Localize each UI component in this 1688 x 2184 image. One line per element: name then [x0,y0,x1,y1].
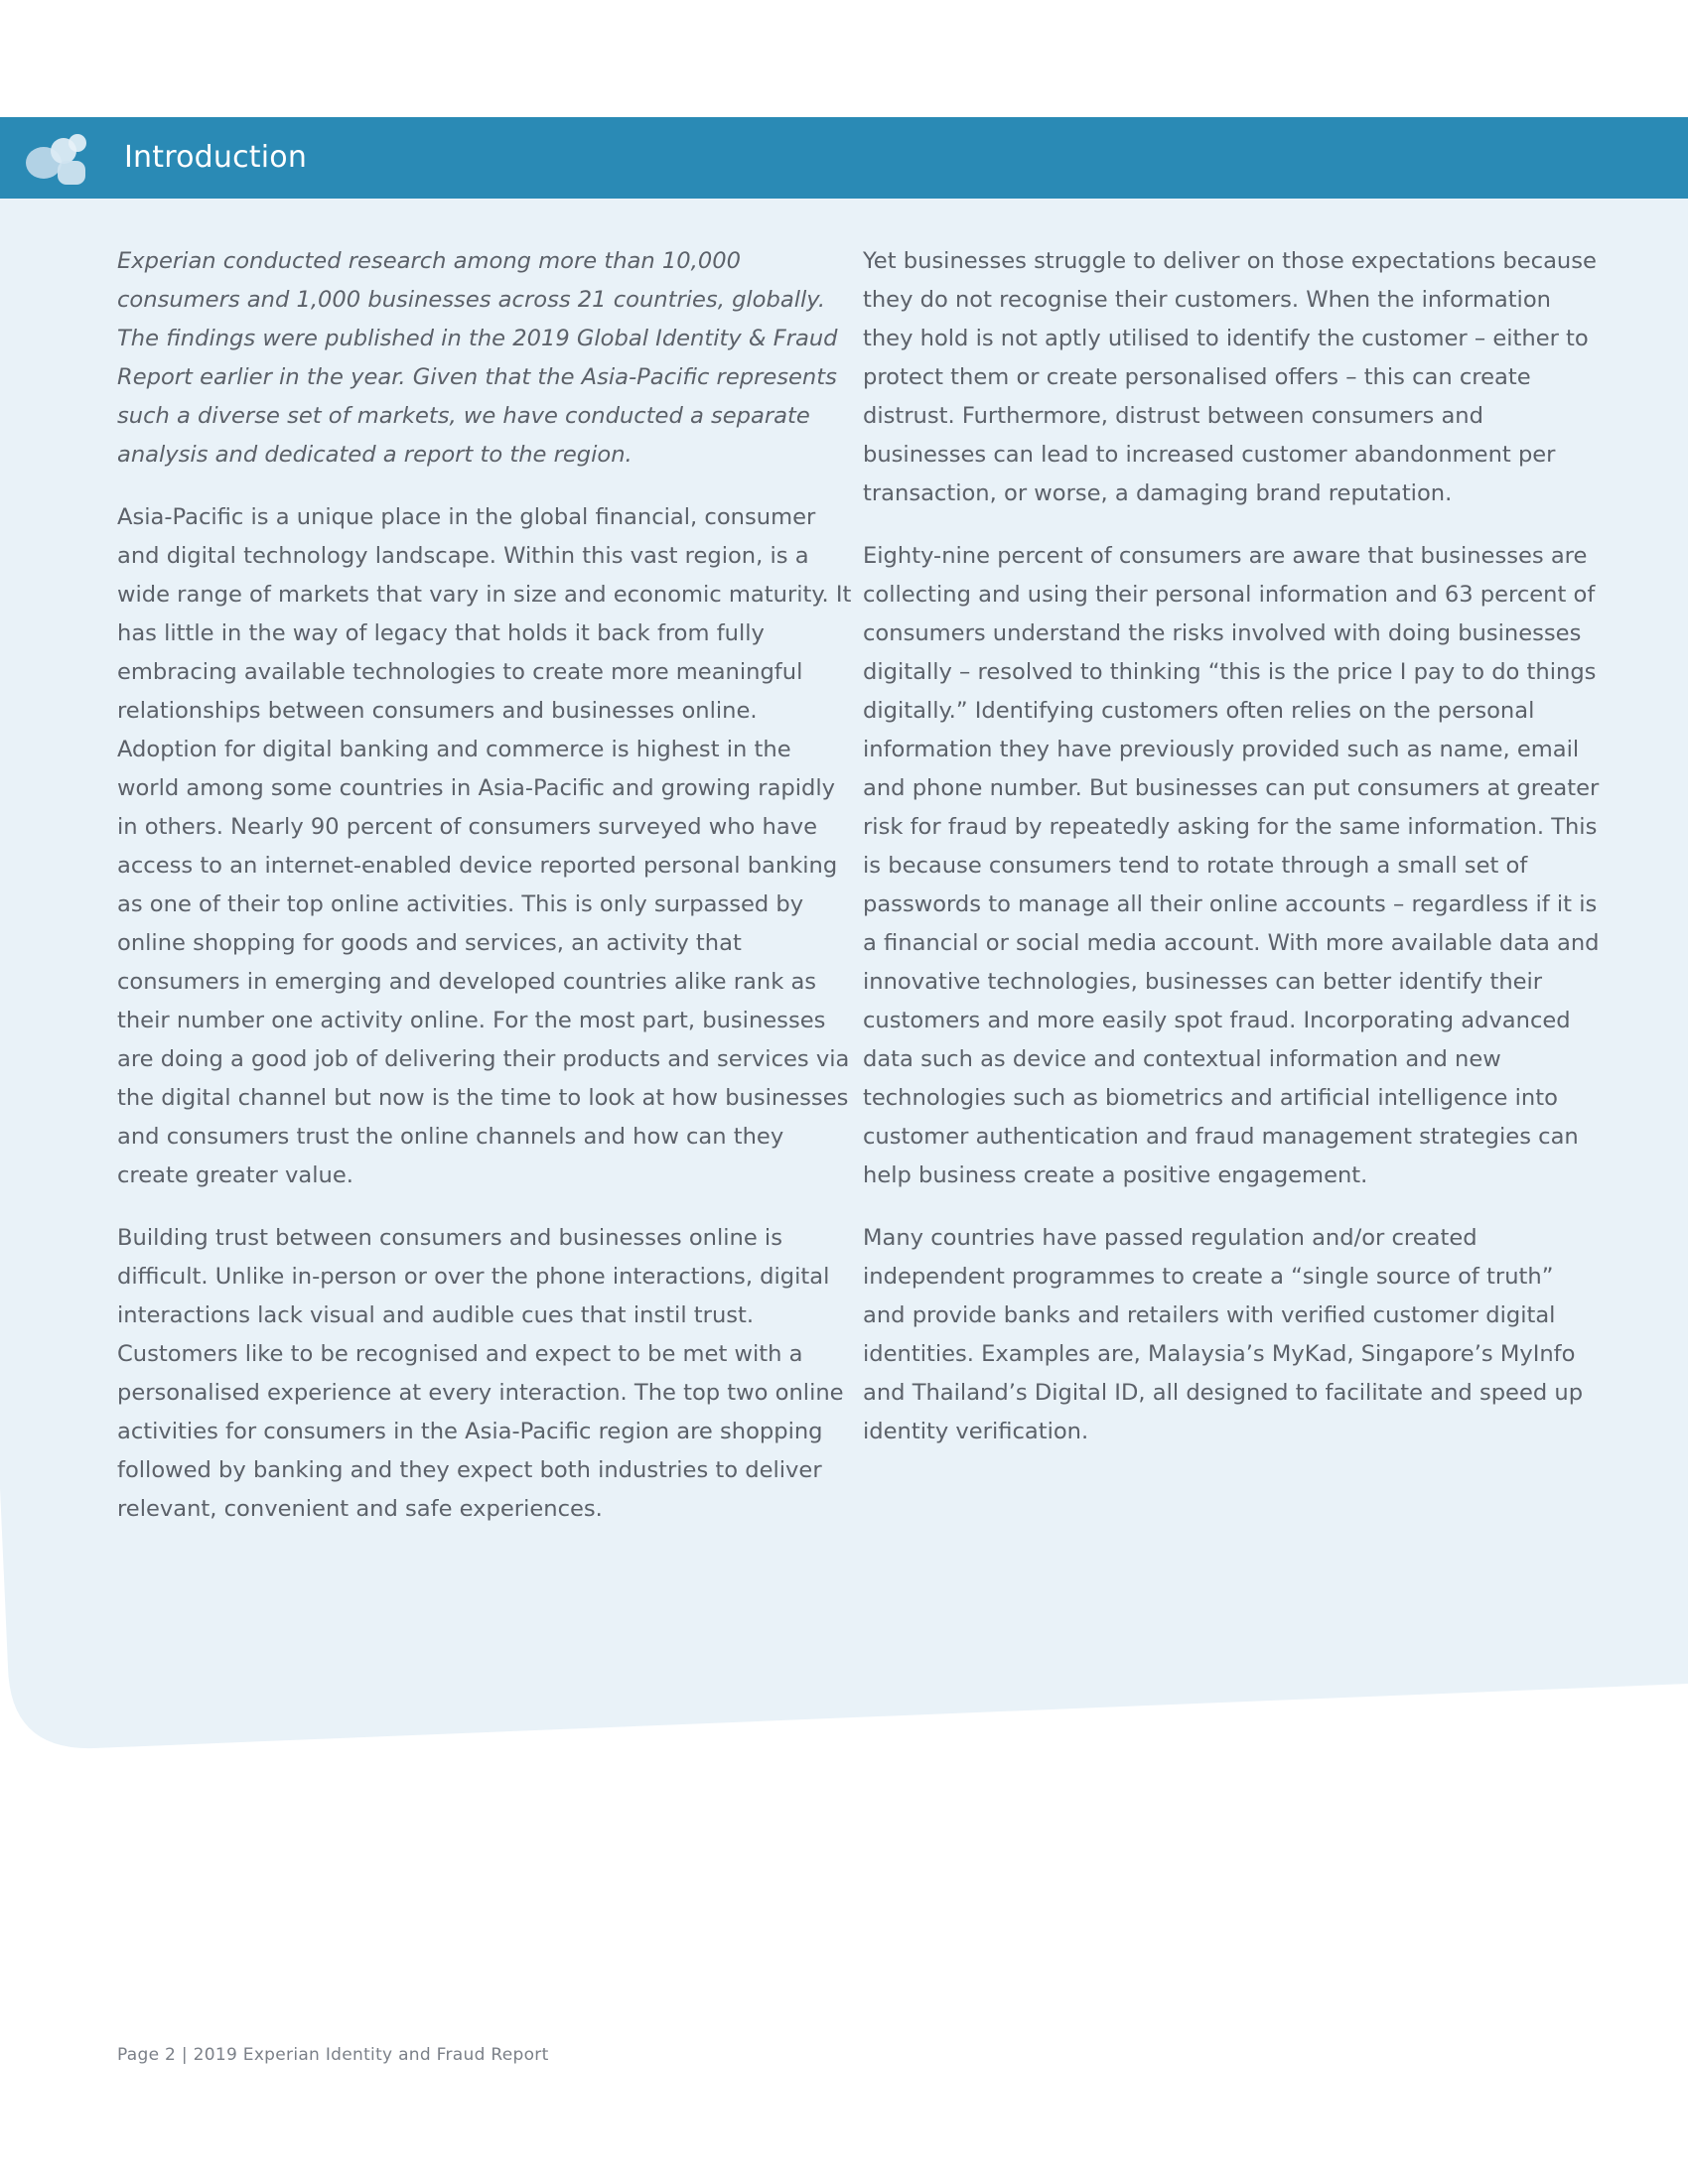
body-paragraph: Asia-Pacific is a unique place in the global financial, consumer and digital technology landscape. Within this vast region, is a wide range of markets that vary in size and economic maturity. It has little in the way of legacy that holds it back from fully embracing available technologies to create more meaningful relationships between consumers and businesses online. Adoption for digital banking and commerce is highest in the world among some countries in Asia-Pacific and growing rapidly in others. Nearly 90 percent of consumers surveyed who have access to an internet-enabled device reported personal banking as one of their top online activities. This is only surpassed by online shopping for goods and services, an activity that consumers in emerging and developed countries alike rank as their number one activity online. For the most part, businesses are doing a good job of delivering their products and services via the digital channel but now is the time to look at how businesses and consumers trust the online channels and how can they create greater value. [117,504,852,1188]
body-paragraph: Eighty-nine percent of consumers are aware that businesses are collecting and using their personal information and 63 percent of consumers understand the risks involved with doing businesses digitally – resolved to thinking “this is the price I pay to do things digitally.” Identifying customers often relies on the personal information they have previously provided such as name, email and phone number. But businesses can put consumers at greater risk for fraud by repeatedly asking for the same information. This is because consumers tend to rotate through a small set of passwords to manage all their online accounts – regardless if it is a financial or social media account. With more available data and innovative technologies, businesses can better identify their customers and more easily spot fraud. Incorporating advanced data such as device and contextual information and new technologies such as biometrics and artificial intelligence into customer authentication and fraud management strategies can help business create a positive engagement. [863,543,1600,1188]
intro-lead-paragraph: Experian conducted research among more than 10,000 consumers and 1,000 businesses across 21 countries, globally. The findings were published in the 2019 Global Identity & Fraud Report earlier in the year. Given that the Asia-Pacific represents such a diverse set of markets, we have conducted a separate analysis and dedicated a report to the region. [117,248,838,468]
page-footer: Page 2 | 2019 Experian Identity and Fraud Report [117,2045,549,2065]
right-column [863,242,1603,1475]
body-paragraph: Many countries have passed regulation and/or created independent programmes to create a “single source of truth” and provide banks and retailers with verified customer digital identities. Examples are, Malaysia’s MyKad, Singapore’s MyInfo and Thailand’s Digital ID, all designed to facilitate and speed up identity verification. [863,1225,1584,1444]
section-header-bar [0,117,1688,199]
body-paragraph: Building trust between consumers and businesses online is difficult. Unlike in-person or over the phone interactions, digital interactions lack visual and audible cues that instil trust. Customers like to be recognised and expect to be met with a personalised experience at every interaction. The top two online activities for consumers in the Asia-Pacific region are shopping followed by banking and they expect both industries to deliver relevant, convenient and safe experiences. [117,1225,844,1522]
section-title: Introduction [124,140,308,175]
body-paragraph: Yet businesses struggle to deliver on those expectations because they do not recognise their customers. When the information they hold is not aptly utilised to identify the customer – either to protect them or create personalised offers – this can create distrust. Furthermore, distrust between consumers and businesses can lead to increased customer abandonment per transaction, or worse, a damaging brand reputation. [863,248,1597,506]
left-column [117,242,857,1553]
experian-logo-icon [22,129,91,187]
